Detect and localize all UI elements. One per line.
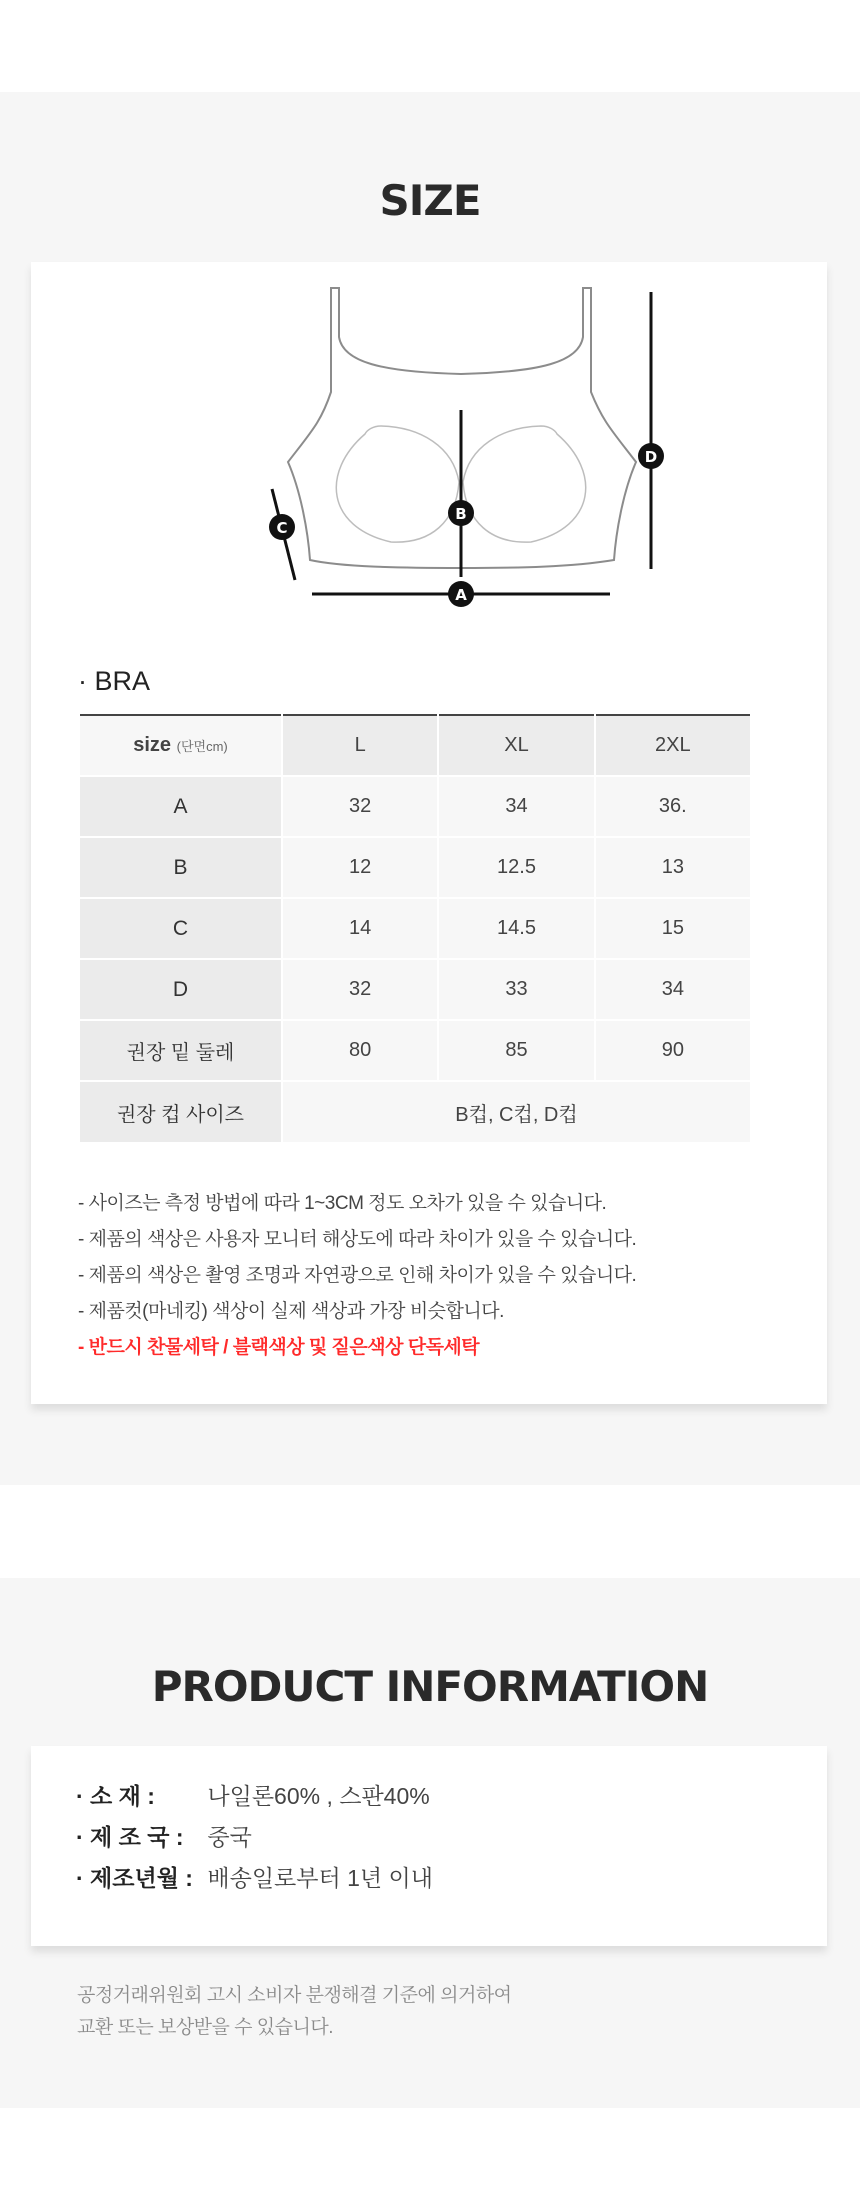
cup-size-cell: B컵, C컵, D컵 bbox=[282, 1081, 751, 1142]
right-cup-outline bbox=[463, 426, 586, 542]
info-item-material bbox=[76, 1776, 433, 1817]
left-cup-outline bbox=[336, 426, 459, 542]
size-unit-label: (단면cm) bbox=[176, 739, 228, 754]
info-item-manufacture-date bbox=[76, 1858, 433, 1899]
info-value: 중국 bbox=[207, 1824, 252, 1850]
disclaimer-line: 교환 또는 보상받을 수 있습니다. bbox=[77, 2017, 333, 2038]
bra-heading: · BRA bbox=[78, 666, 151, 696]
marker-b bbox=[448, 500, 474, 526]
column-header-l: L bbox=[282, 715, 438, 776]
svg-text:A: A bbox=[455, 586, 467, 604]
table-row bbox=[80, 898, 751, 959]
note-item: - 제품의 색상은 촬영 조명과 자연광으로 인해 차이가 있을 수 있습니다. bbox=[78, 1265, 637, 1286]
row-header-a: A bbox=[80, 776, 282, 837]
table-cell: 12 bbox=[282, 837, 438, 898]
table-cell: 85 bbox=[438, 1020, 594, 1081]
row-header-c: C bbox=[80, 898, 282, 959]
info-key: · 제조년월 : bbox=[76, 1865, 193, 1891]
row-header-b: B bbox=[80, 837, 282, 898]
washing-warning: - 반드시 찬물세탁 / 블랙색상 및 짙은색상 단독세탁 bbox=[78, 1337, 480, 1358]
table-cell: 34 bbox=[438, 776, 594, 837]
table-row bbox=[80, 1081, 751, 1142]
table-cell: 32 bbox=[282, 959, 438, 1020]
table-row bbox=[80, 837, 751, 898]
table-row bbox=[80, 959, 751, 1020]
size-card bbox=[31, 262, 827, 1404]
table-cell: 34 bbox=[595, 959, 751, 1020]
table-cell: 14.5 bbox=[438, 898, 594, 959]
table-row bbox=[80, 1020, 751, 1081]
size-section-title: SIZE bbox=[379, 176, 481, 225]
disclaimer-text bbox=[77, 1980, 512, 2044]
info-value: 배송일로부터 1년 이내 bbox=[207, 1865, 433, 1891]
info-value: 나일론60% , 스판40% bbox=[207, 1783, 430, 1809]
table-cell: 12.5 bbox=[438, 837, 594, 898]
table-cell: 14 bbox=[282, 898, 438, 959]
disclaimer-line: 공정거래위원회 고시 소비자 분쟁해결 기준에 의거하여 bbox=[77, 1985, 512, 2006]
info-key: · 소 재 : bbox=[76, 1783, 155, 1809]
note-item: - 제품컷(마네킹) 색상이 실제 색상과 가장 비슷합니다. bbox=[78, 1301, 504, 1322]
table-cell: 80 bbox=[282, 1020, 438, 1081]
product-info-card bbox=[31, 1746, 827, 1946]
table-corner-header bbox=[80, 715, 282, 776]
table-cell: 36. bbox=[595, 776, 751, 837]
column-header-2xl: 2XL bbox=[595, 715, 751, 776]
product-info-title: PRODUCT INFORMATION bbox=[151, 1662, 709, 1711]
info-key: · 제 조 국 : bbox=[76, 1824, 184, 1850]
table-cell: 90 bbox=[595, 1020, 751, 1081]
bra-measurement-diagram bbox=[231, 282, 691, 612]
table-cell: 32 bbox=[282, 776, 438, 837]
marker-d bbox=[638, 443, 664, 469]
product-info-list bbox=[76, 1776, 433, 1899]
size-label: size bbox=[133, 734, 172, 756]
svg-text:B: B bbox=[455, 505, 467, 523]
table-cell: 33 bbox=[438, 959, 594, 1020]
marker-a bbox=[448, 581, 474, 607]
svg-text:C: C bbox=[276, 519, 288, 537]
table-row bbox=[80, 776, 751, 837]
marker-c bbox=[269, 514, 295, 540]
note-item: - 사이즈는 측정 방법에 따라 1~3CM 정도 오차가 있을 수 있습니다. bbox=[78, 1193, 607, 1214]
column-header-xl: XL bbox=[438, 715, 594, 776]
table-cell: 15 bbox=[595, 898, 751, 959]
row-header-d: D bbox=[80, 959, 282, 1020]
info-item-origin bbox=[76, 1817, 433, 1858]
row-header-underbust: 권장 밑 둘레 bbox=[80, 1020, 282, 1081]
row-header-cup-size: 권장 컵 사이즈 bbox=[80, 1081, 282, 1142]
size-notes-list bbox=[78, 1186, 798, 1366]
size-table bbox=[80, 714, 752, 1142]
note-item: - 제품의 색상은 사용자 모니터 해상도에 따라 차이가 있을 수 있습니다. bbox=[78, 1229, 637, 1250]
svg-text:D: D bbox=[644, 448, 658, 466]
table-cell: 13 bbox=[595, 837, 751, 898]
table-header-row bbox=[80, 715, 751, 776]
